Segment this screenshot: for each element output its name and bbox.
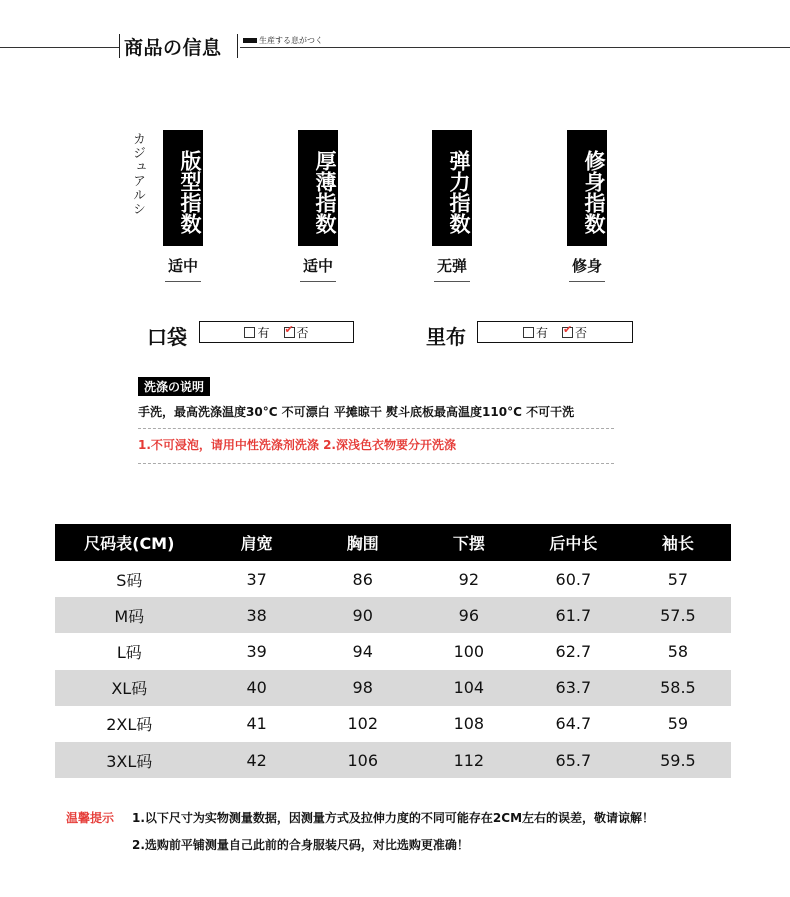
card-fit-index: 版型指数 <box>163 130 203 246</box>
header-divider-left <box>119 34 120 58</box>
tips-label: 温馨提示 <box>66 811 115 825</box>
size-cell: 96 <box>416 597 522 633</box>
size-header-cell: 下摆 <box>416 524 522 561</box>
header-subtitle: 生産する息がつく <box>259 36 323 45</box>
header-rule-left <box>0 47 120 48</box>
washing-warning: 1.不可浸泡，请用中性洗涤剂洗涤 2.深浅色衣物要分开洗涤 <box>138 438 456 452</box>
table-row <box>55 633 731 669</box>
card-elasticity-value: 无弹 <box>436 257 467 275</box>
size-cell: S码 <box>116 570 143 590</box>
size-cell: 59.5 <box>625 742 731 778</box>
size-cell: 62.7 <box>555 641 592 661</box>
size-header-cell: 后中长 <box>522 524 625 561</box>
size-cell: 61.7 <box>522 597 625 633</box>
size-cell: 86 <box>352 569 373 589</box>
size-cell: 98 <box>310 670 416 706</box>
size-cell: 2XL码 <box>106 715 153 735</box>
size-cell: 41 <box>246 714 267 734</box>
card-fit-value: 适中 <box>167 257 198 275</box>
size-cell: 3XL码 <box>55 742 204 778</box>
washing-divider <box>138 463 614 464</box>
washing-instructions: 手洗，最高洗涤温度30°C 不可漂白 平摊晾干 熨斗底板最高温度110°C 不可干洗 <box>138 405 575 419</box>
size-cell: 104 <box>416 670 522 706</box>
size-cell: 42 <box>204 742 310 778</box>
size-cell: 102 <box>347 714 378 734</box>
size-cell: 108 <box>453 714 485 734</box>
size-cell: 59 <box>667 714 689 734</box>
card-elasticity-index: 弹力指数 <box>432 130 472 246</box>
size-header-cell: 尺码表(CM) <box>55 524 204 561</box>
size-cell: 106 <box>310 742 416 778</box>
card-thickness-underline <box>300 281 336 282</box>
table-row <box>55 670 731 706</box>
size-cell: 64.7 <box>555 714 592 734</box>
pocket-no-label: 否 <box>296 325 309 340</box>
size-cell: 39 <box>246 641 267 661</box>
tips-line-1: 1.以下尺寸为实物测量数据，因测量方式及拉伸力度的不同可能存在2CM左右的误差，敬请谅解！ <box>132 811 655 825</box>
card-slim-value: 修身 <box>571 257 602 275</box>
size-cell: 112 <box>416 742 522 778</box>
washing-divider <box>138 428 614 429</box>
size-table-header <box>55 524 731 561</box>
table-row <box>55 706 731 742</box>
lining-no-label: 否 <box>575 325 588 340</box>
washing-title: 洗涤の说明 <box>138 377 210 396</box>
checkbox-empty-icon <box>523 327 534 338</box>
size-cell: 58 <box>667 641 689 661</box>
card-elasticity-underline <box>434 281 470 282</box>
pocket-option-no[interactable] <box>284 324 309 341</box>
header-title: 商品の信息 <box>124 37 222 59</box>
size-header-cell: 袖长 <box>625 524 731 561</box>
pocket-options <box>199 321 354 343</box>
size-cell: 37 <box>246 569 267 589</box>
table-row <box>55 561 731 597</box>
size-cell: XL码 <box>55 670 204 706</box>
pocket-yes-label: 有 <box>257 325 270 340</box>
header-subtitle-mark <box>243 38 257 43</box>
table-row <box>55 597 731 633</box>
lining-option-yes[interactable] <box>523 324 548 341</box>
table-row <box>55 742 731 778</box>
lining-options <box>477 321 633 343</box>
size-header-cell: 肩宽 <box>204 524 310 561</box>
size-cell: 58.5 <box>625 670 731 706</box>
tips-line-2: 2.选购前平铺测量自己此前的合身服装尺码，对比选购更准确！ <box>132 838 469 852</box>
checkbox-checked-icon <box>284 327 295 338</box>
card-thickness-index: 厚薄指数 <box>298 130 338 246</box>
side-vertical-text: カジュアルシ <box>130 132 145 216</box>
card-thickness-value: 适中 <box>302 257 333 275</box>
size-cell: 100 <box>453 641 485 661</box>
size-cell: 57 <box>667 569 689 589</box>
lining-yes-label: 有 <box>535 325 548 340</box>
card-fit-underline <box>165 281 201 282</box>
size-table <box>55 524 731 778</box>
header-rule-right <box>240 47 790 48</box>
size-cell: 65.7 <box>522 742 625 778</box>
size-cell: 63.7 <box>522 670 625 706</box>
size-cell: 90 <box>310 597 416 633</box>
size-cell: 40 <box>204 670 310 706</box>
size-cell: 57.5 <box>625 597 731 633</box>
size-cell: M码 <box>55 597 204 633</box>
lining-option-no[interactable] <box>562 324 587 341</box>
size-cell: 38 <box>204 597 310 633</box>
size-cell: 92 <box>458 569 480 589</box>
checkbox-empty-icon <box>244 327 255 338</box>
pocket-label: 口袋 <box>147 325 187 349</box>
card-slim-index: 修身指数 <box>567 130 607 246</box>
size-cell: 94 <box>352 641 373 661</box>
pocket-option-yes[interactable] <box>244 324 269 341</box>
size-cell: L码 <box>116 642 142 662</box>
card-slim-underline <box>569 281 605 282</box>
size-header-cell: 胸围 <box>310 524 416 561</box>
size-cell: 60.7 <box>555 569 592 589</box>
header-divider-right <box>237 34 238 58</box>
checkbox-checked-icon <box>562 327 573 338</box>
lining-label: 里布 <box>426 325 466 349</box>
